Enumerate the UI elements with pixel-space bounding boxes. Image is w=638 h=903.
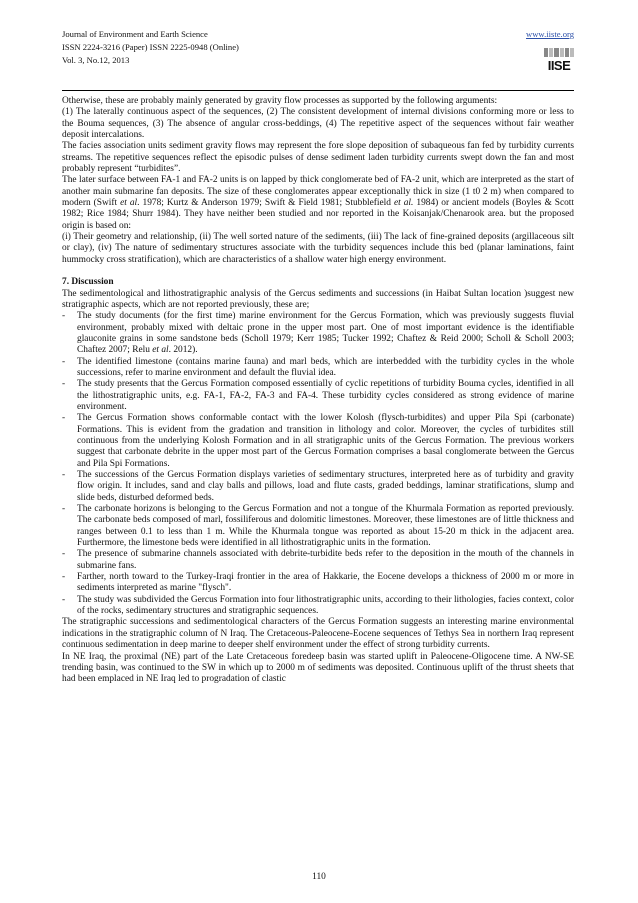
list-item: - The successions of the Gercus Formation displays varieties of sedimentary structures, interpreted here as of turbidity and gravity flow origin. It includes, sand and clay balls and pillows, load and flute casts, graded beddings, laminar stratifications, slump and slide beds, disturbed deformed beds. xyxy=(62,470,574,504)
text-run: The later surface between FA-1 and FA-2 units is on lapped by thick conglomerate bed of FA-2 unit, which are interpreted as the start of another main submarine fan deposits. The size of these conglomerates appear exceptionally thick in size (1 t0 2 m) when compared to modern (Swift xyxy=(62,175,574,209)
journal-name: Journal of Environment and Earth Science xyxy=(62,29,208,39)
list-item xyxy=(62,311,574,356)
logo-bars-icon xyxy=(544,48,574,57)
paragraph: (i) Their geometry and relationship, (ii) The well sorted nature of the sediments, (iii) The lack of fine-grained deposits (argillaceous silt or clay), (iv) The nature of sedimentary structures associate with the turbidity sequences include this bed (planar laminations, faint hummocky cross stratification), which are characteristics of a shallow water high energy environment. xyxy=(62,232,574,265)
page-header xyxy=(62,28,574,92)
paragraph: (1) The laterally continuous aspect of the sequences, (2) The consistent development of internal divisions conforming more or less to the Bouma sequences, (3) The absence of angular cross-beddings, (4) The repetitive aspect of the sequences without fair weather deposit intercalations. xyxy=(62,107,574,141)
section-heading: 7. Discussion xyxy=(62,277,114,288)
text-run: . 1978; Kurtz & Anderson 1979; Swift & Field 1981; Stubblefield xyxy=(137,198,394,209)
italic-text: et al xyxy=(152,345,169,356)
paragraph: The stratigraphic successions and sedimentological characters of the Gercus Formation suggests an interesting marine environmental indications in the stratigraphic column of N Iraq. The Cretaceous-Paleocene-Eocene sequences of Tethys Sea in northern Iraq represent continuous sedimentation in deep marine to deeper shelf environment under the effect of strong turbidity currents. xyxy=(62,617,574,651)
paragraph: Otherwise, these are probably mainly generated by gravity flow processes as supported by the following arguments: xyxy=(62,96,498,106)
logo-text: IISE xyxy=(547,58,571,73)
journal-url-link[interactable]: www.iiste.org xyxy=(526,29,574,39)
list-item: - The study presents that the Gercus Formation composed essentially of cyclic repetitions of turbidity Bouma cycles, identified in all the lithostratigraphic units, e.g. FA-1, FA-2, FA-3 and FA-4. These turbidity cycles considered as strong evidence of marine environment. xyxy=(62,379,574,413)
paragraph: The facies association units sediment gravity flows may represent the fore slope deposition of subaqueous fan fed by turbidity currents streams. The repetitive sequences reflect the episodic pulses of dense sediment laden turbidity currents swept down the fan and most probably represent “turbidites”. xyxy=(62,141,574,175)
list-item: - The presence of submarine channels associated with debrite-turbidite beds refer to the deposition in the mouth of the channels in submarine fans. xyxy=(62,549,574,572)
list-item: - The carbonate horizons is belonging to the Gercus Formation and not a tongue of the Khurmala Formation as reported previously. The carbonate beds composed of marl, fossiliferous and dolomitic limestones. Moreover, these limestones are of little thickness and ranges between 0.1 to less than 1 m. While the Khurmala tongue was reported as about 15-20 m thick in the adjacent area. Furthermore, the limestone beds were identified in all lithostratigraphic units in the formation. xyxy=(62,504,574,549)
list-item: - The study was subdivided the Gercus Formation into four lithostratigraphic units, according to their lithologies, facies context, color of the rocks, sedimentary structures and stratigraphic sequences. xyxy=(62,595,574,618)
text-run: The study documents (for the first time) marine environment for the Gercus Formation, which was previously suggests fluvial environment, probably mixed with deltaic prone in the upper most part. One of most important evidence is the identifiable glauconite grains in some sandstone beds (Scholl 1979; Kerr 1985; Tucker 1992; Chaftez & Reid 2000; Scholl & Scholl 2003; Chaftez 2007; Relu xyxy=(77,311,574,356)
journal-issn: ISSN 2224-3216 (Paper) ISSN 2225-0948 (Online) xyxy=(62,42,239,52)
list-item: - Farther, north toward to the Turkey-Iraqi frontier in the area of Hakkarie, the Eocene develops a thickness of 2000 m or more in sediments interpreted as marine "flysch". xyxy=(62,572,574,595)
article-body xyxy=(62,96,574,686)
italic-text: et al. xyxy=(393,198,414,209)
page-number: 110 xyxy=(312,872,326,882)
discussion-list xyxy=(62,311,574,617)
text-run: 1984) or ancient models (Boyles & Scott 1982; Rice 1984; Shurr 1984). They have neither been studied and nor reported in the Koisanjak/Chenarook area. but the proposed origin is based on: xyxy=(62,198,575,231)
italic-text: et al xyxy=(120,198,138,209)
iiste-logo xyxy=(544,48,574,74)
paragraph: In NE Iraq, the proximal (NE) part of the Late Cretaceous foredeep basin was started uplift in Paleocene-Oligocene time. A NW-SE trending basin, was continued to the SW in which up to 2000 m of sediments was deposited. Continuous uplift of the thrust sheets that had been emplaced in NE Iraq led to progradation of clastic xyxy=(62,651,574,685)
list-item: - The identified limestone (contains marine fauna) and marl beds, which are interbedded with the turbidity cycles in the whole successions, refer to marine environment and default the fluvial idea. xyxy=(62,357,574,380)
paragraph xyxy=(62,175,574,232)
list-item: - The Gercus Formation shows conformable contact with the lower Kolosh (flysch-turbidites) and upper Pila Spi (carbonate) Formations. This is evident from the gradation and transition in lithology and color. Moreover, the cycles of turbidites still continuous from the underlying Kolosh Formation and in all stratigraphic units of the Gercus Formation. The previous workers suggest that carbonate debrite in the upper most part of the Gercus Formation comprises a basal conglomerate between the Gercus and Pila Spi Formations. xyxy=(62,413,574,470)
paragraph: The sedimentological and lithostratigraphic analysis of the Gercus sediments and successions (in Haibat Sultan location )suggest new stratigraphic aspects, which are not reported previously, these are; xyxy=(62,288,574,310)
journal-info xyxy=(62,28,239,67)
text-run: . 2012). xyxy=(168,345,198,356)
header-divider xyxy=(62,90,574,91)
journal-volume: Vol. 3, No.12, 2013 xyxy=(62,55,130,65)
